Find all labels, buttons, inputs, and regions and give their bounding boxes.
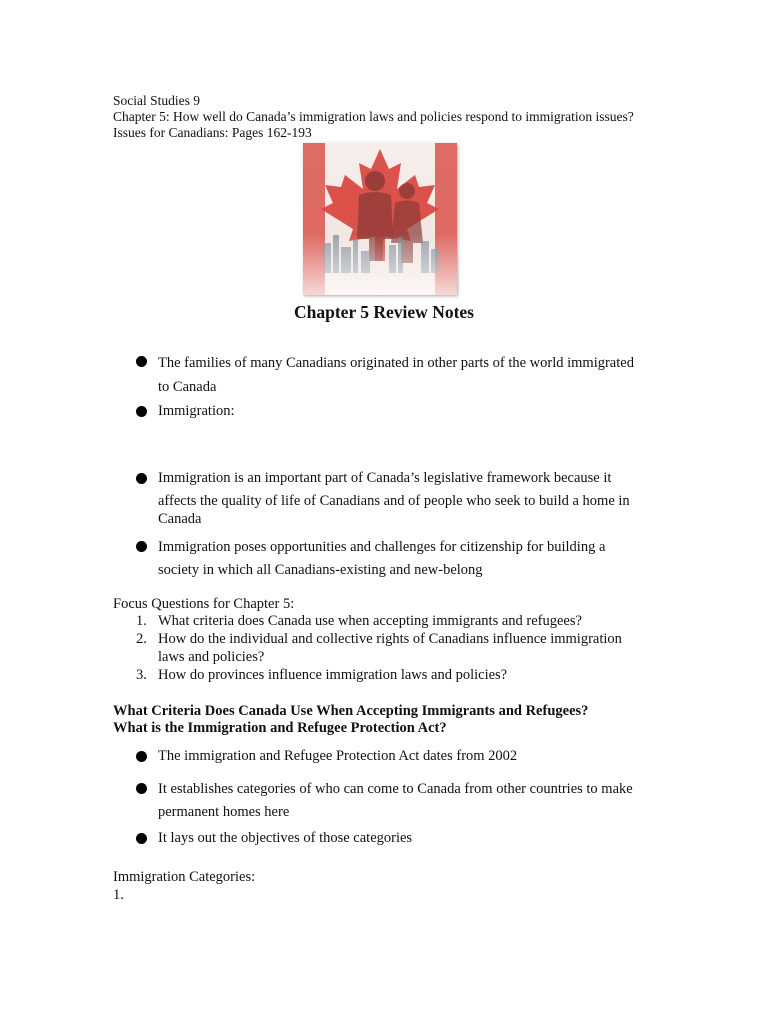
- bullet-line: It establishes categories of who can come to Canada from other countries to make: [158, 781, 633, 797]
- list-number: 3.: [136, 667, 147, 683]
- bullet-line: Immigration is an important part of Canada’s legislative framework because it: [158, 470, 612, 486]
- section-heading: What Criteria Does Canada Use When Accepting Immigrants and Refugees?: [113, 703, 589, 719]
- section-subheading: What is the Immigration and Refugee Protection Act?: [113, 720, 447, 736]
- bullet-icon: [136, 833, 147, 844]
- bullet-line: Canada: [158, 511, 202, 527]
- bullet-line: The immigration and Refugee Protection Act dates from 2002: [158, 748, 518, 764]
- bullet-icon: [136, 473, 147, 484]
- bullet-line: society in which all Canadians-existing and new-belong: [158, 562, 483, 578]
- bullet-icon: [136, 751, 147, 762]
- category-number: 1.: [113, 887, 124, 903]
- canadian-flag-family-skyline-image: [303, 143, 457, 295]
- textbook-pages: Issues for Canadians: Pages 162-193: [113, 125, 312, 140]
- page-title: Chapter 5 Review Notes: [294, 302, 474, 322]
- chapter-question: Chapter 5: How well do Canada’s immigration laws and policies respond to immigration issues?: [113, 109, 634, 124]
- bullet-line: Immigration:: [158, 403, 235, 419]
- bullet-line: Immigration poses opportunities and challenges for citizenship for building a: [158, 539, 606, 555]
- focus-question: laws and policies?: [158, 649, 265, 665]
- bullet-icon: [136, 541, 147, 552]
- list-number: 2.: [136, 631, 147, 647]
- bullet-line: permanent homes here: [158, 804, 290, 820]
- focus-questions-heading: Focus Questions for Chapter 5:: [113, 596, 295, 612]
- flag-illustration: [303, 143, 457, 295]
- bullet-icon: [136, 406, 147, 417]
- focus-question: How do provinces influence immigration laws and policies?: [158, 667, 508, 683]
- list-number: 1.: [136, 613, 147, 629]
- focus-question: How do the individual and collective rights of Canadians influence immigration: [158, 631, 622, 647]
- bullet-icon: [136, 783, 147, 794]
- course-name: Social Studies 9: [113, 93, 200, 108]
- bullet-line: to Canada: [158, 379, 217, 395]
- bullet-icon: [136, 356, 147, 367]
- categories-heading: Immigration Categories:: [113, 869, 256, 885]
- bullet-line: The families of many Canadians originated in other parts of the world immigrated: [158, 355, 634, 371]
- bullet-line: It lays out the objectives of those categories: [158, 830, 413, 846]
- bullet-line: affects the quality of life of Canadians and of people who seek to build a home in: [158, 493, 630, 509]
- focus-question: What criteria does Canada use when accepting immigrants and refugees?: [158, 613, 582, 629]
